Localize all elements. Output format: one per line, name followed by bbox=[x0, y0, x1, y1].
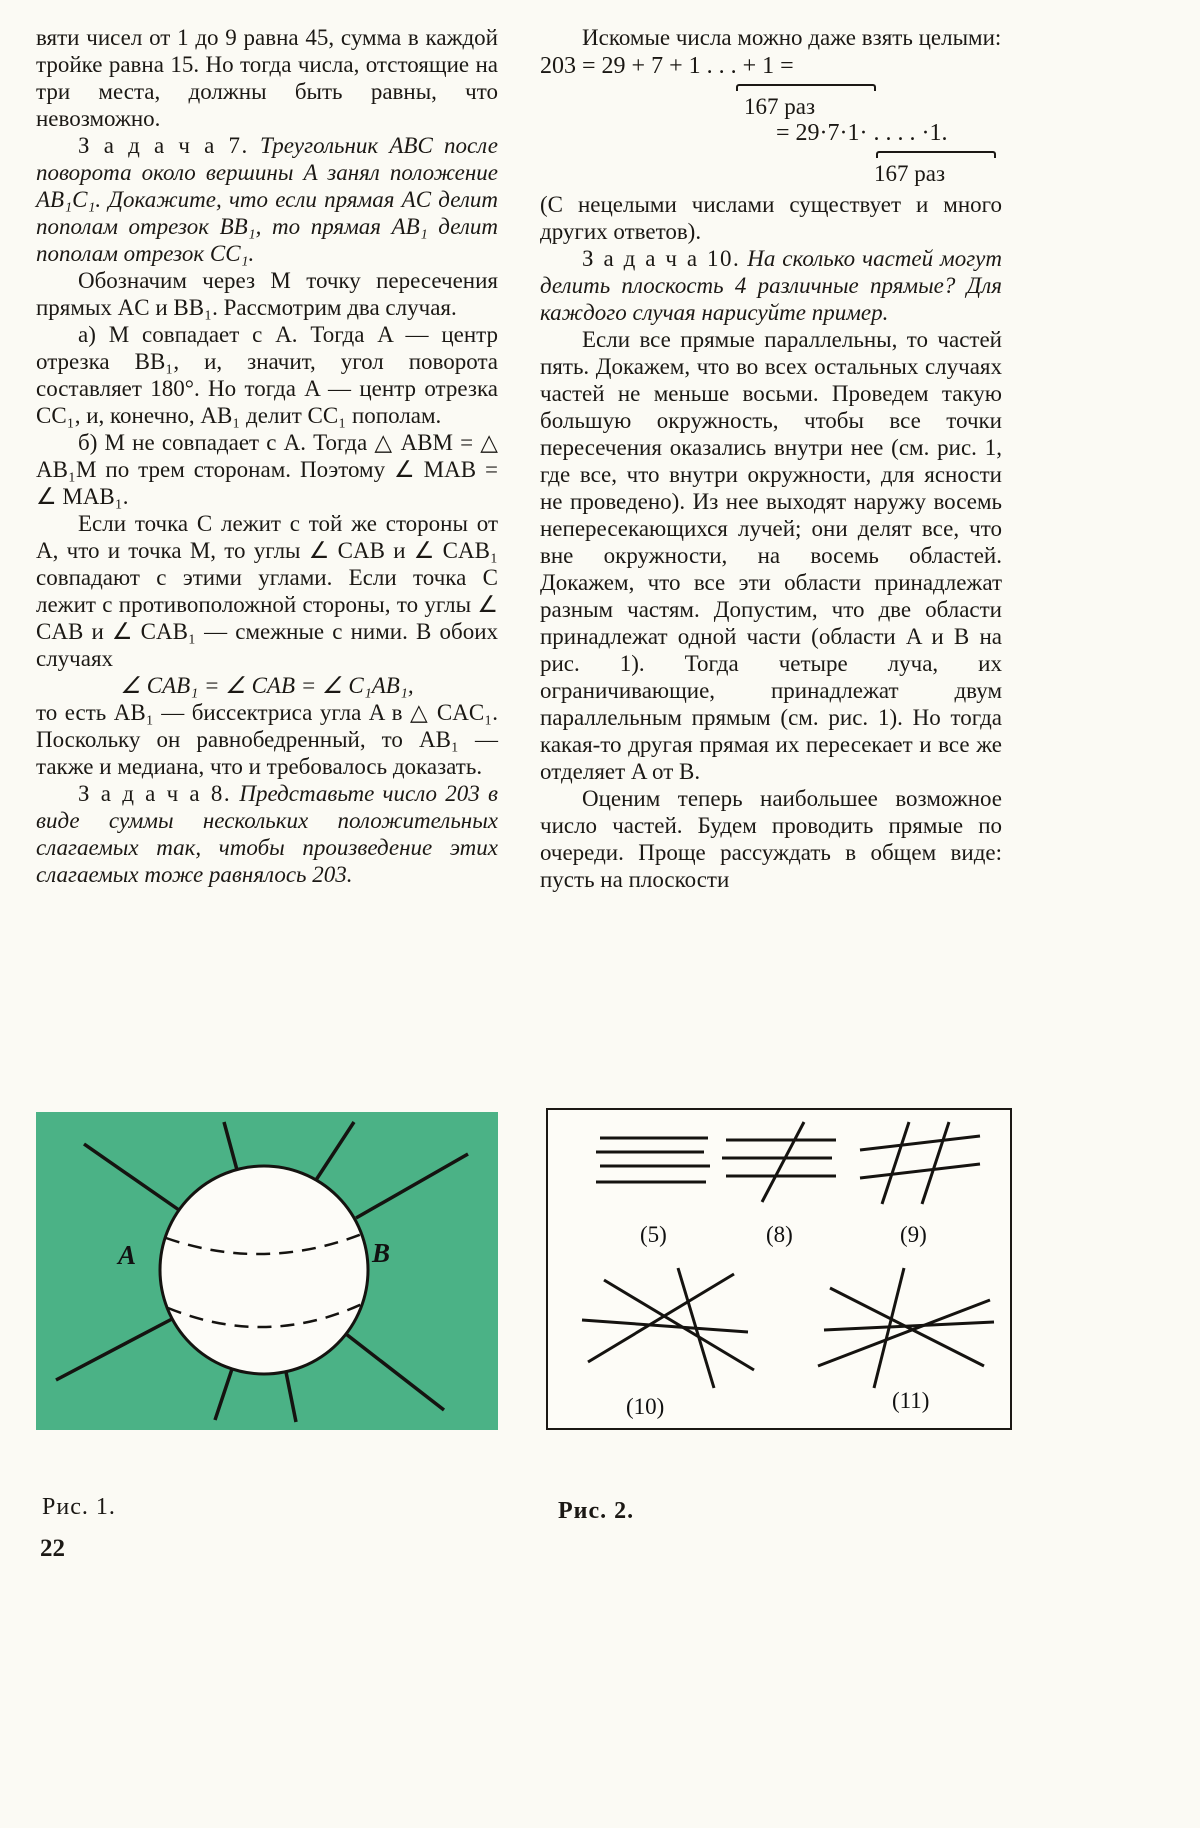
equation-line-2: = 29·7·1· . . . . ·1. bbox=[776, 120, 948, 146]
task-8 bbox=[36, 780, 498, 888]
right-column bbox=[540, 24, 1002, 893]
underbrace-1 bbox=[736, 84, 876, 91]
task-8-text: Представьте число 203 в виде суммы нескольких положительных слагаемых так, чтобы произведение этих слагаемых тоже равнялось 203. bbox=[36, 781, 499, 887]
equation-angles: ∠ CAB₁ = ∠ CAB = ∠ C₁AB₁, bbox=[120, 673, 414, 698]
line bbox=[922, 1122, 949, 1204]
arrangement-5 bbox=[596, 1138, 710, 1182]
paragraph: Оценим теперь наибольшее возможное число частей. Будем проводить прямые по очереди. Проще рассуждать в общем виде: пусть на плоскости bbox=[540, 786, 1002, 892]
region-label-b: B bbox=[372, 1238, 391, 1268]
big-circle bbox=[160, 1166, 368, 1374]
task-7 bbox=[36, 132, 498, 267]
arrangement-8 bbox=[722, 1122, 836, 1202]
arrangement-5-label: (5) bbox=[640, 1222, 667, 1247]
line bbox=[604, 1280, 754, 1370]
task-10-text: На сколько частей могут делить плоскость 4 различные прямые? Для каждого случая нарисуйте пример. bbox=[540, 246, 1002, 325]
paragraph-case-b: б) M не совпадает с A. Тогда △ ABM = △ AB₁M по трем сторонам. Поэтому ∠ MAB = ∠ MAB₁. bbox=[36, 430, 498, 509]
paragraph-continuation: вяти чисел от 1 до 9 равна 45, сумма в каждой тройке равна 15. Но тогда числа, отстоящие на три места, должны быть равны, что невозможно. bbox=[36, 25, 498, 131]
paragraph-note: (С нецелыми числами существует и много других ответов). bbox=[540, 192, 1002, 244]
arrangement-10-label: (10) bbox=[626, 1394, 665, 1419]
figure-2-drawing bbox=[548, 1110, 1010, 1428]
arrangement-9 bbox=[860, 1122, 980, 1204]
line bbox=[582, 1320, 748, 1332]
arrangement-11-label: (11) bbox=[892, 1388, 930, 1413]
figure-1-caption: Рис. 1. bbox=[42, 1494, 116, 1520]
page-number: 22 bbox=[40, 1535, 65, 1562]
region-label-a: A bbox=[118, 1240, 137, 1270]
paragraph-solution: Если все прямые параллельны, то частей пять. Докажем, что во всех остальных случаях частей не меньше восьми. Проведем такую большую окружность, чтобы все точки пересечения оказались внутри нее (см. рис. 1, где все, что внутри окружности, для ясности не проведено). Из нее выходят наружу восемь непересекающихся лучей; они делят все, что вне окружности, на восемь областей. Докажем, что все эти области принадлежат разным частям. Допустим, что две области принадлежат одной части (области A и B на рис. 1). Тогда четыре луча, их ограничивающие, принадлежат двум параллельным прямым (см. рис. 1). Но тогда какая-то другая прямая их пересекает и все же отделяет A от B. bbox=[540, 327, 1002, 784]
underbrace-2 bbox=[876, 151, 996, 158]
arrangement-8-label: (8) bbox=[766, 1222, 793, 1247]
line bbox=[762, 1122, 804, 1202]
task-7-text: Треугольник ABC после поворота около вершины A занял положение AB₁C₁. Докажите, что если прямая AC делит пополам отрезок BB₁, то прямая AB₁ делит пополам отрезок CC₁. bbox=[36, 133, 498, 266]
equation-block bbox=[540, 53, 1002, 187]
arrangement-11 bbox=[818, 1268, 994, 1388]
underbrace-2-label: 167 раз bbox=[874, 161, 946, 186]
figure-2-caption: Рис. 2. bbox=[558, 1498, 635, 1524]
task-10 bbox=[540, 245, 1002, 326]
line bbox=[860, 1164, 980, 1178]
task-8-label: З а д а ч а 8. bbox=[78, 781, 232, 806]
paragraph: Обозначим через M точку пересечения прямых AC и BB₁. Рассмотрим два случая. bbox=[36, 268, 498, 320]
figure-1 bbox=[36, 1112, 498, 1430]
line bbox=[882, 1122, 909, 1204]
line bbox=[860, 1136, 980, 1150]
left-column bbox=[36, 24, 498, 888]
paragraph: Если точка C лежит с той же стороны от A, что и точка M, то углы ∠ CAB и ∠ CAB₁ совпадают с этими углами. Если точка C лежит с противоположной стороны, то углы ∠ CAB и ∠ CAB₁ — смежные с ними. В обоих случаях bbox=[36, 511, 498, 671]
equation-line-1: 203 = 29 + 7 + 1 . . . + 1 = bbox=[540, 53, 794, 79]
paragraph: то есть AB₁ — биссектриса угла A в △ CAC₁. Поскольку он равнобедренный, то AB₁ — также и медиана, что и требовалось доказать. bbox=[36, 700, 498, 779]
task-10-label: З а д а ч а 10. bbox=[582, 246, 741, 271]
arrangement-9-label: (9) bbox=[900, 1222, 927, 1247]
paragraph: Искомые числа можно даже взять целыми: bbox=[582, 25, 1002, 50]
arrangement-10 bbox=[582, 1268, 754, 1388]
figure-2 bbox=[546, 1108, 1012, 1430]
task-7-label: З а д а ч а 7. bbox=[78, 133, 249, 158]
underbrace-1-label: 167 раз bbox=[744, 94, 816, 119]
line bbox=[588, 1274, 734, 1362]
paragraph-case-a: а) M совпадает с A. Тогда A — центр отрезка BB₁, и, значит, угол поворота составляет 180°. Но тогда A — центр отрезка CC₁, и, конечно, AB₁ делит CC₁ пополам. bbox=[36, 322, 498, 428]
figure-1-drawing bbox=[36, 1112, 498, 1430]
